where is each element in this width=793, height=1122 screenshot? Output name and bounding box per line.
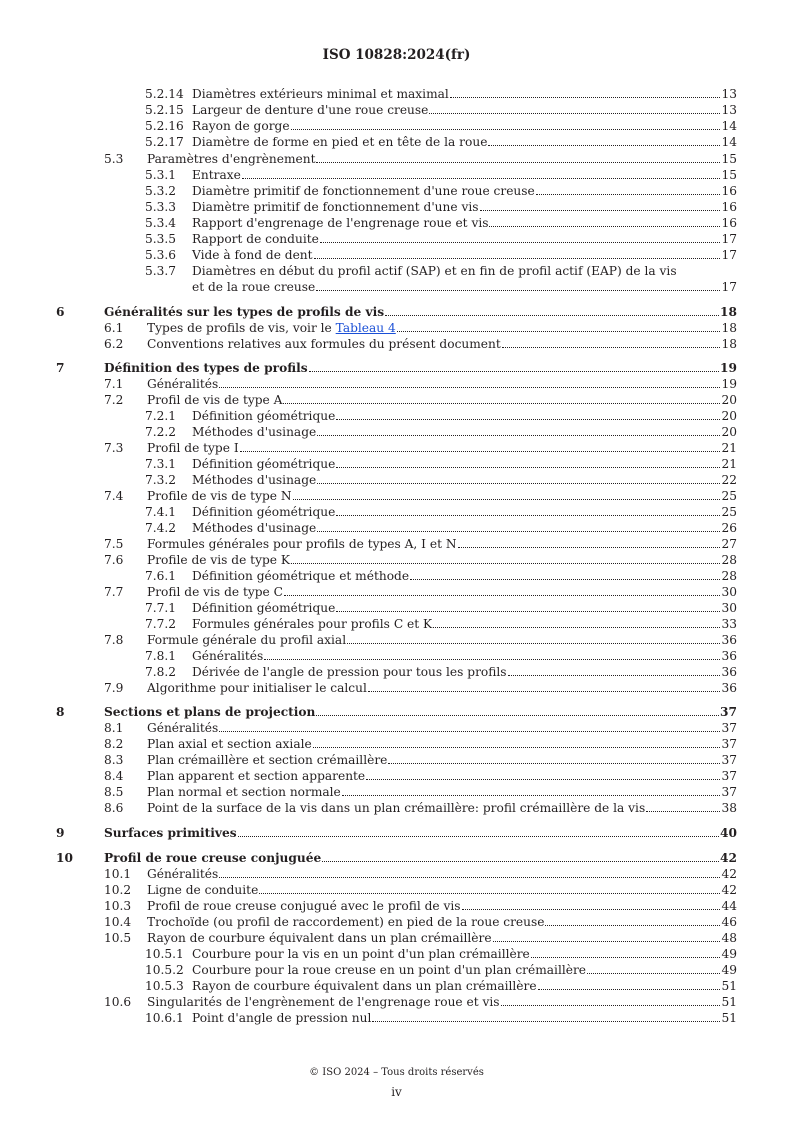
toc-entry-number: 7.4.1 — [145, 505, 177, 519]
toc-entry[interactable] — [0, 648, 737, 664]
toc-dot-leader — [242, 177, 721, 179]
toc-entry[interactable] — [0, 440, 737, 456]
toc-dot-leader — [385, 314, 719, 316]
toc-entry-number: 6.2 — [104, 337, 124, 351]
toc-entry-page: 42 — [721, 883, 737, 897]
toc-entry[interactable] — [0, 616, 737, 632]
toc-dot-leader — [336, 610, 720, 612]
toc-entry-number: 5.3.4 — [145, 216, 177, 230]
toc-entry-page: 38 — [721, 801, 737, 815]
toc-entry[interactable] — [0, 504, 737, 520]
toc-entry[interactable] — [0, 800, 737, 816]
toc-entry-title: Méthodes d'usinage — [192, 473, 317, 487]
toc-entry-page: 42 — [721, 867, 737, 881]
toc-entry[interactable] — [0, 376, 737, 392]
toc-entry-title: Trochoïde (ou profil de raccordement) en pied de la roue creuse — [147, 915, 545, 929]
footer-page-number: iv — [391, 1085, 402, 1099]
toc-entry[interactable] — [0, 134, 737, 150]
toc-entry-title: Plan crémaillère et section crémaillère — [147, 753, 388, 767]
toc-dot-leader — [388, 762, 720, 764]
toc-dot-leader — [368, 690, 721, 692]
toc-entry-title: Sections et plans de projection — [104, 705, 316, 719]
toc-entry[interactable] — [0, 784, 737, 800]
toc-entry-page: 17 — [721, 248, 737, 262]
toc-dot-leader — [240, 450, 721, 452]
toc-entry-number: 5.2.15 — [145, 103, 184, 117]
toc-entry-title: Profile de vis de type N — [147, 489, 292, 503]
toc-entry-page: 28 — [721, 553, 737, 567]
toc-entry-title: Courbure pour la vis en un point d'un plan crémaillère — [192, 947, 530, 961]
toc-entry-number: 10.5.3 — [145, 979, 184, 993]
toc-entry-title: Profil de roue creuse conjugué avec le profil de vis — [147, 899, 461, 913]
toc-entry-title: Généralités — [147, 377, 219, 391]
toc-entry-number: 6.1 — [104, 321, 124, 335]
toc-entry-title: Profil de roue creuse conjuguée — [104, 851, 322, 865]
toc-entry[interactable] — [0, 279, 737, 295]
toc-entry[interactable] — [0, 183, 737, 199]
toc-dot-leader — [219, 876, 720, 878]
toc-dot-leader — [433, 626, 720, 628]
toc-entry-number: 7.3.2 — [145, 473, 177, 487]
toc-entry-page: 26 — [721, 521, 737, 535]
toc-entry-title: Dérivée de l'angle de pression pour tous les profils — [192, 665, 507, 679]
toc-dot-leader — [291, 562, 721, 564]
toc-entry[interactable] — [0, 736, 737, 752]
toc-entry-title: Singularités de l'engrènement de l'engrenage roue et vis — [147, 995, 500, 1009]
toc-entry-number: 8.5 — [104, 785, 124, 799]
toc-entry-number: 8.1 — [104, 721, 124, 735]
toc-entry-title: Rapport de conduite — [192, 232, 319, 246]
toc-entry-title: Ligne de conduite — [147, 883, 259, 897]
toc-entry[interactable] — [0, 167, 737, 183]
toc-entry-number: 5.3.5 — [145, 232, 177, 246]
toc-dot-leader — [587, 972, 720, 974]
toc-entry-number: 7.3.1 — [145, 457, 177, 471]
toc-entry-title: Plan apparent et section apparente — [147, 769, 366, 783]
toc-entry[interactable] — [0, 392, 737, 408]
toc-entry-title: Diamètres en début du profil actif (SAP) et en fin de profil actif (EAP) de la vis — [192, 264, 677, 278]
toc-dot-leader — [366, 778, 720, 780]
toc-entry-number: 7.3 — [104, 441, 124, 455]
toc-entry-page: 51 — [721, 979, 737, 993]
toc-entry-title: Point d'angle de pression nul — [192, 1011, 372, 1025]
toc-entry[interactable] — [0, 304, 737, 320]
toc-entry-number: 7.9 — [104, 681, 124, 695]
toc-entry-page: 18 — [720, 305, 737, 319]
toc-dot-leader — [646, 810, 720, 812]
toc-entry-number: 7.7.1 — [145, 601, 177, 615]
toc-entry-title: Diamètres extérieurs minimal et maximal — [192, 87, 449, 101]
toc-entry[interactable] — [0, 752, 737, 768]
toc-entry-number: 9 — [56, 826, 65, 840]
toc-dot-leader — [317, 434, 720, 436]
toc-dot-leader — [489, 225, 720, 227]
toc-entry-page: 13 — [721, 87, 737, 101]
toc-entry[interactable] — [0, 263, 737, 279]
toc-entry-page: 18 — [721, 321, 737, 335]
toc-dot-leader — [291, 128, 721, 130]
toc-entry-title: Surfaces primitives — [104, 826, 237, 840]
toc-entry[interactable] — [0, 520, 737, 536]
toc-entry[interactable] — [0, 199, 737, 215]
toc-dot-leader — [336, 514, 720, 516]
toc-entry[interactable] — [0, 720, 737, 736]
toc-entry-page: 36 — [721, 633, 737, 647]
toc-dot-leader — [462, 908, 721, 910]
toc-dot-leader — [322, 860, 719, 862]
toc-entry-number: 7.4.2 — [145, 521, 177, 535]
toc-entry-title: Rapport d'engrenage de l'engrenage roue et vis — [192, 216, 489, 230]
toc-dot-leader — [372, 1020, 720, 1022]
toc-entry[interactable] — [0, 1010, 737, 1026]
toc-dot-leader — [293, 498, 721, 500]
toc-entry-number: 5.2.17 — [145, 135, 184, 149]
footer-copyright: © ISO 2024 – Tous droits réservés — [309, 1067, 484, 1078]
toc-entry-number: 5.2.14 — [145, 87, 184, 101]
toc-entry-title: Profil de vis de type A — [147, 393, 283, 407]
toc-entry-number: 5.3.6 — [145, 248, 177, 262]
toc-dot-leader — [316, 289, 720, 291]
toc-entry-title: Définition géométrique — [192, 505, 336, 519]
toc-entry-page: 19 — [721, 377, 737, 391]
toc-entry-title: Généralités — [192, 649, 264, 663]
toc-entry-page: 15 — [721, 168, 737, 182]
toc-entry-number: 5.2.16 — [145, 119, 184, 133]
toc-dot-leader — [501, 1004, 721, 1006]
toc-entry[interactable] — [0, 584, 737, 600]
toc-entry-number: 7.7 — [104, 585, 124, 599]
toc-entry[interactable] — [0, 360, 737, 376]
toc-entry-page: 30 — [721, 585, 737, 599]
page-header-title: ISO 10828:2024(fr) — [322, 47, 471, 63]
toc-entry[interactable] — [0, 850, 737, 866]
toc-entry[interactable] — [0, 704, 737, 720]
toc-entry-number: 7.2 — [104, 393, 124, 407]
toc-entry[interactable] — [0, 456, 737, 472]
toc-dot-leader — [317, 530, 720, 532]
toc-entry-page: 15 — [721, 152, 737, 166]
toc-entry-title: Diamètre primitif de fonctionnement d'une vis — [192, 200, 479, 214]
toc-entry-page: 33 — [721, 617, 737, 631]
toc-entry-title: Rayon de gorge — [192, 119, 290, 133]
toc-dot-leader — [397, 330, 721, 332]
toc-entry-title: Généralités — [147, 867, 219, 881]
toc-entry[interactable] — [0, 768, 737, 784]
toc-entry-page: 20 — [721, 425, 737, 439]
toc-dot-leader — [336, 418, 720, 420]
toc-entry-title: Paramètres d'engrènement — [147, 152, 316, 166]
toc-entry-number: 7.2.1 — [145, 409, 177, 423]
toc-entry-title: Types de profils de vis, voir le — [147, 321, 336, 335]
toc-entry[interactable] — [0, 825, 737, 841]
toc-entry[interactable] — [0, 488, 737, 504]
toc-dot-leader — [238, 835, 719, 837]
toc-entry-number: 8.6 — [104, 801, 124, 815]
toc-entry-title: Définition des types de profils — [104, 361, 308, 375]
toc-entry[interactable] — [0, 568, 737, 584]
toc-entry-number: 5.3 — [104, 152, 124, 166]
toc-entry-number: 10.4 — [104, 915, 132, 929]
toc-entry-title: Diamètre de forme en pied et en tête de la roue — [192, 135, 488, 149]
toc-entry[interactable] — [0, 336, 737, 352]
toc-dot-leader — [219, 386, 720, 388]
toc-entry-page: 16 — [721, 200, 737, 214]
toc-entry-page: 20 — [721, 393, 737, 407]
toc-entry-title: et de la roue creuse — [192, 280, 316, 294]
toc-dot-leader — [219, 730, 720, 732]
toc-entry-number: 8.4 — [104, 769, 124, 783]
toc-entry-title: Formules générales pour profils C et K — [192, 617, 433, 631]
toc-entry-page: 36 — [721, 649, 737, 663]
toc-entry-page: 17 — [721, 280, 737, 294]
toc-entry-title: Rayon de courbure équivalent dans un plan crémaillère — [192, 979, 537, 993]
toc-entry-page: 49 — [721, 947, 737, 961]
toc-entry-page: 21 — [721, 457, 737, 471]
toc-entry-number: 10.3 — [104, 899, 132, 913]
toc-entry-number: 7.4 — [104, 489, 124, 503]
toc-entry-title: Algorithme pour initialiser le calcul — [147, 681, 367, 695]
toc-dot-leader — [313, 746, 721, 748]
toc-entry-number: 10.6.1 — [145, 1011, 184, 1025]
toc-dot-leader — [545, 924, 720, 926]
toc-entry-title: Définition géométrique — [192, 457, 336, 471]
toc-entry-page: 40 — [720, 826, 737, 840]
toc-entry-number: 8 — [56, 705, 65, 719]
toc-entry[interactable] — [0, 898, 737, 914]
toc-entry-page: 13 — [721, 103, 737, 117]
toc-entry-number: 7.8 — [104, 633, 124, 647]
toc-entry-number: 10.5.1 — [145, 947, 184, 961]
toc-entry[interactable] — [0, 882, 737, 898]
toc-entry-number: 7.5 — [104, 537, 124, 551]
toc-entry-number: 10.2 — [104, 883, 132, 897]
toc-entry-page: 44 — [721, 899, 737, 913]
toc-entry[interactable] — [0, 552, 737, 568]
toc-entry[interactable] — [0, 866, 737, 882]
toc-dot-leader — [264, 658, 720, 660]
toc-entry-number: 8.3 — [104, 753, 124, 767]
toc-entry-number: 6 — [56, 305, 65, 319]
toc-entry-page: 37 — [721, 753, 737, 767]
toc-entry-page: 22 — [721, 473, 737, 487]
toc-entry-title: Définition géométrique — [192, 601, 336, 615]
toc-dot-leader — [493, 940, 721, 942]
toc-entry-page: 20 — [721, 409, 737, 423]
toc-dot-leader — [309, 370, 719, 372]
toc-dot-leader — [284, 594, 721, 596]
toc-entry-title: Profil de vis de type C — [147, 585, 283, 599]
toc-dot-leader — [410, 578, 720, 580]
toc-entry[interactable] — [0, 247, 737, 263]
toc-entry-number: 10.1 — [104, 867, 132, 881]
toc-entry[interactable] — [0, 320, 737, 336]
toc-dot-leader — [538, 988, 721, 990]
toc-entry[interactable] — [0, 408, 737, 424]
toc-dot-leader — [508, 674, 721, 676]
toc-entry-number: 7.7.2 — [145, 617, 177, 631]
toc-entry-page: 37 — [721, 769, 737, 783]
toc-entry-number: 7.6 — [104, 553, 124, 567]
toc-entry-page: 49 — [721, 963, 737, 977]
toc-dot-leader — [342, 794, 721, 796]
toc-entry-number: 5.3.1 — [145, 168, 177, 182]
toc-entry-page: 36 — [721, 681, 737, 695]
toc-entry-number: 5.3.7 — [145, 264, 177, 278]
toc-entry-title: Courbure pour la roue creuse en un point d'un plan crémaillère — [192, 963, 586, 977]
toc-dot-leader — [336, 466, 720, 468]
toc-dot-leader — [314, 257, 721, 259]
toc-dot-leader — [347, 642, 720, 644]
toc-dot-leader — [283, 402, 720, 404]
toc-entry[interactable] — [0, 215, 737, 231]
toc-entry-title: Formules générales pour profils de types A, I et N — [147, 537, 457, 551]
toc-dot-leader — [502, 346, 721, 348]
toc-entry-page: 48 — [721, 931, 737, 945]
toc-entry-title: Diamètre primitif de fonctionnement d'une roue creuse — [192, 184, 535, 198]
toc-entry-number: 8.2 — [104, 737, 124, 751]
toc-entry[interactable] — [0, 151, 737, 167]
toc-entry-number: 7.2.2 — [145, 425, 177, 439]
toc-entry[interactable] — [0, 424, 737, 440]
toc-entry[interactable] — [0, 118, 737, 134]
toc-dot-leader — [536, 193, 721, 195]
toc-entry[interactable] — [0, 962, 737, 978]
toc-entry[interactable] — [0, 994, 737, 1010]
toc-entry-page: 21 — [721, 441, 737, 455]
toc-entry-page: 14 — [721, 119, 737, 133]
toc-entry-number: 5.3.3 — [145, 200, 177, 214]
toc-entry-page: 37 — [721, 785, 737, 799]
toc-entry-title: Généralités sur les types de profils de vis — [104, 305, 385, 319]
toc-entry[interactable] — [0, 600, 737, 616]
toc-entry[interactable] — [0, 86, 737, 102]
toc-entry-title: Plan axial et section axiale — [147, 737, 312, 751]
toc-entry-title: Rayon de courbure équivalent dans un plan crémaillère — [147, 931, 492, 945]
toc-dot-leader — [316, 161, 720, 163]
toc-entry-page: 28 — [721, 569, 737, 583]
toc-dot-leader — [320, 241, 721, 243]
toc-dot-leader — [480, 209, 721, 211]
toc-dot-leader — [429, 112, 720, 114]
toc-entry-number: 7.1 — [104, 377, 124, 391]
toc-entry[interactable] — [0, 664, 737, 680]
toc-entry[interactable] — [0, 102, 737, 118]
toc-entry[interactable] — [0, 231, 737, 247]
toc-entry-number: 7.8.2 — [145, 665, 177, 679]
toc-entry-page: 16 — [721, 216, 737, 230]
toc-dot-leader — [259, 892, 720, 894]
toc-entry-title: Plan normal et section normale — [147, 785, 341, 799]
toc-entry-page: 42 — [720, 851, 737, 865]
toc-entry-number: 7.6.1 — [145, 569, 177, 583]
toc-dot-leader — [458, 546, 721, 548]
toc-entry-number: 10.5 — [104, 931, 132, 945]
toc-entry-page: 37 — [720, 705, 737, 719]
toc-entry-number: 5.3.2 — [145, 184, 177, 198]
toc-entry-page: 36 — [721, 665, 737, 679]
toc-entry-title: Point de la surface de la vis dans un plan crémaillère: profil crémaillère de la vis — [147, 801, 646, 815]
table-4-link[interactable]: Tableau 4 — [335, 321, 396, 335]
toc-entry-number: 7 — [56, 361, 65, 375]
toc-entry-title: Entraxe — [192, 168, 241, 182]
toc-entry-title: Profile de vis de type K — [147, 553, 290, 567]
toc-entry-page: 46 — [721, 915, 737, 929]
toc-entry[interactable] — [0, 632, 737, 648]
toc-entry-page: 14 — [721, 135, 737, 149]
toc-dot-leader — [531, 956, 721, 958]
toc-dot-leader — [488, 144, 720, 146]
toc-entry[interactable] — [0, 680, 737, 696]
toc-entry-page: 18 — [721, 337, 737, 351]
toc-entry-title: Largeur de denture d'une roue creuse — [192, 103, 429, 117]
toc-entry-page: 51 — [721, 1011, 737, 1025]
toc-entry-number: 7.8.1 — [145, 649, 177, 663]
toc-entry-title: Généralités — [147, 721, 219, 735]
toc-entry-page: 25 — [721, 489, 737, 503]
toc-entry[interactable] — [0, 978, 737, 994]
toc-entry-page: 27 — [721, 537, 737, 551]
toc-entry-number: 10.5.2 — [145, 963, 184, 977]
toc-entry-number: 10.6 — [104, 995, 132, 1009]
toc-entry-page: 17 — [721, 232, 737, 246]
toc-entry[interactable] — [0, 914, 737, 930]
toc-entry[interactable] — [0, 472, 737, 488]
toc-entry-title: Formule générale du profil axial — [147, 633, 347, 647]
toc-entry-page: 37 — [721, 721, 737, 735]
toc-dot-leader — [450, 96, 721, 98]
toc-entry-page: 30 — [721, 601, 737, 615]
toc-entry-number: 10 — [56, 851, 73, 865]
toc-entry-title: Méthodes d'usinage — [192, 521, 317, 535]
toc-entry-title: Définition géométrique et méthode — [192, 569, 410, 583]
toc-entry-page: 25 — [721, 505, 737, 519]
toc-entry[interactable] — [0, 930, 737, 946]
toc-entry-page: 16 — [721, 184, 737, 198]
toc-entry-page: 19 — [720, 361, 737, 375]
toc-dot-leader — [317, 482, 720, 484]
toc-entry-title: Conventions relatives aux formules du présent document — [147, 337, 501, 351]
toc-entry-title: Méthodes d'usinage — [192, 425, 317, 439]
toc-entry-title: Profil de type I — [147, 441, 239, 455]
toc-entry[interactable] — [0, 536, 737, 552]
toc-entry-page: 37 — [721, 737, 737, 751]
toc-entry[interactable] — [0, 946, 737, 962]
toc-entry-title: Définition géométrique — [192, 409, 336, 423]
toc-dot-leader — [316, 714, 719, 716]
toc-entry-title: Vide à fond de dent — [192, 248, 313, 262]
toc-entry-page: 51 — [721, 995, 737, 1009]
